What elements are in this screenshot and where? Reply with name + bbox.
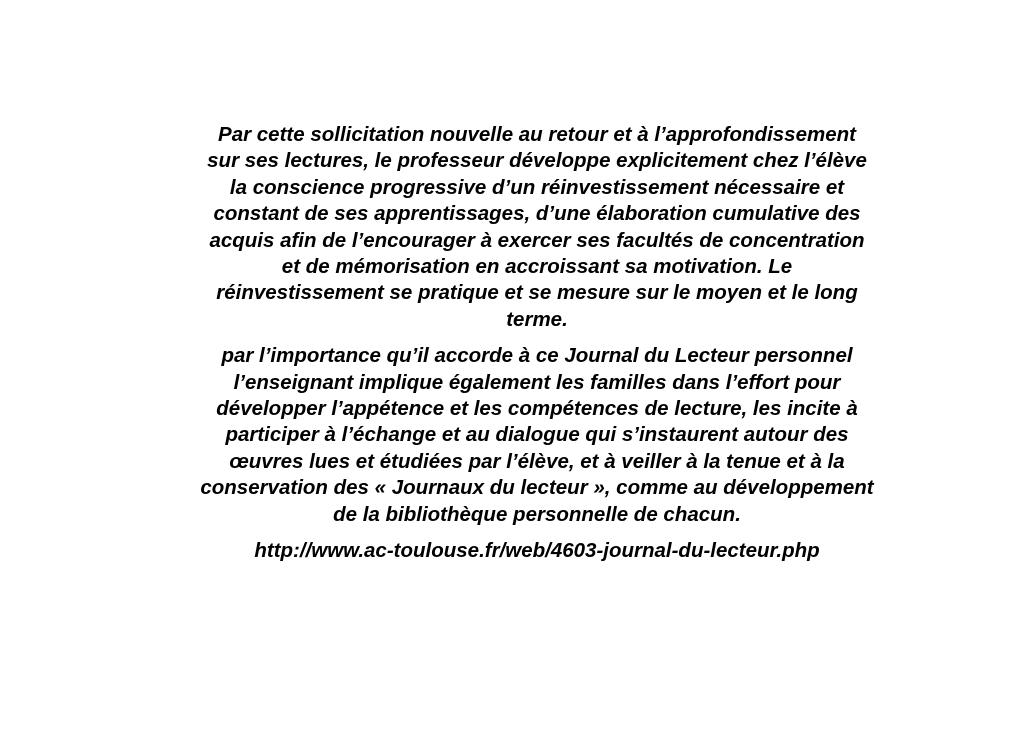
text-block [200, 122, 874, 565]
source-link-paragraph [200, 538, 874, 564]
paragraph-sollicitation: Par cette sollicitation nouvelle au retour et à l’approfondissement sur ses lectures, le professeur développe explicitement chez l’élève la conscience progressive d’un réinvestissement nécessaire et constant de ses apprentissages, d’une élaboration cumulative des acquis afin de l’encourager à exercer ses facultés de concentration et de mémorisation en accroissant sa motivation. Le réinvestissement se pratique et se mesure sur le moyen et le long terme. [207, 123, 867, 331]
source-url-link[interactable]: http://www.ac-toulouse.fr/web/4603-journal-du-lecteur.php [254, 539, 820, 563]
paragraph-journal-du-lecteur: par l’importance qu’il accorde à ce Journal du Lecteur personnel l’enseignant implique également les familles dans l’effort pour développer l’appétence et les compétences de lecture, les incite à participer à l’échange et au dialogue qui s’instaurent autour des œuvres lues et étudiées par l’élève, et à veiller à la tenue et à la conservation des « Journaux du lecteur », comme au développement de la bibliothèque personnelle de chacun. [200, 344, 874, 526]
